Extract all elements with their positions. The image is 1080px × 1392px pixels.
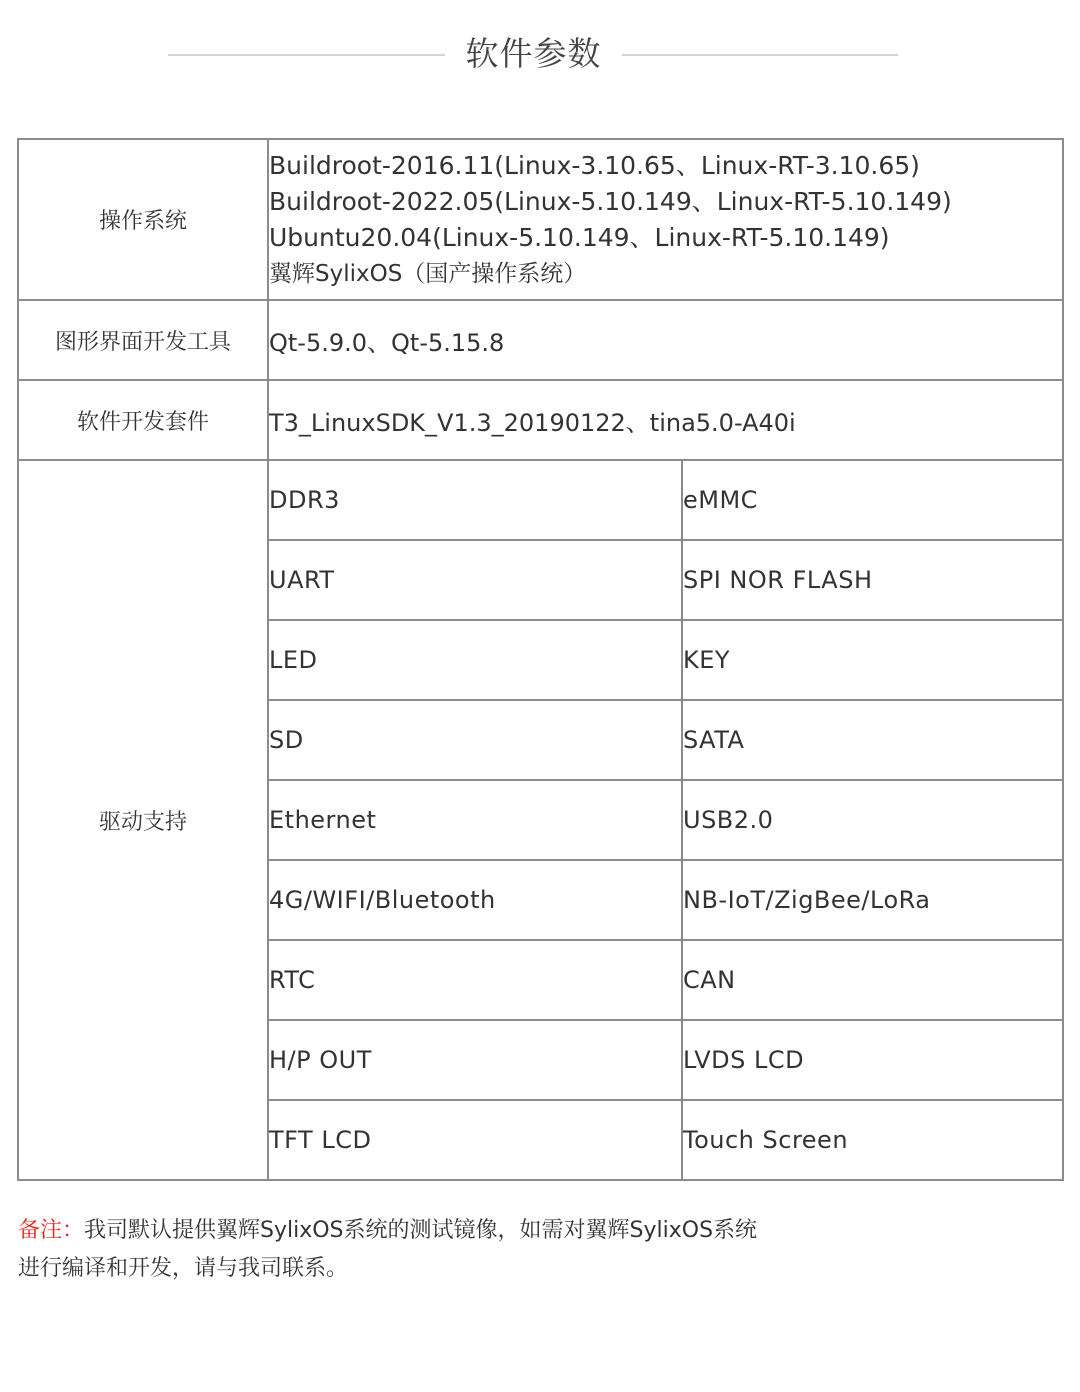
- driver-cell: SATA: [682, 700, 1063, 780]
- driver-cell: UART: [268, 540, 682, 620]
- os-item: 翼辉SylixOS（国产操作系统）: [269, 260, 587, 287]
- os-item: Buildroot-2016.11(Linux-3.10.65、Linux-RT-3.10.65): [269, 150, 920, 180]
- page-title: 软件参数: [465, 34, 602, 73]
- os-list: [268, 139, 1063, 300]
- row-label-gui: 图形界面开发工具: [18, 300, 268, 380]
- os-item: Ubuntu20.04(Linux-5.10.149、Linux-RT-5.10.149): [269, 222, 890, 252]
- row-value-sdk: T3_LinuxSDK_V1.3_20190122、tina5.0-A40i: [268, 380, 1063, 460]
- driver-cell: Touch Screen: [682, 1100, 1063, 1180]
- table-row-gui: [18, 300, 1063, 380]
- note-text-line2: 进行编译和开发，请与我司联系。: [18, 1256, 349, 1281]
- note-label: 备注：: [18, 1218, 85, 1243]
- driver-cell: SPI NOR FLASH: [682, 540, 1063, 620]
- note-text-line1: 我司默认提供翼辉SylixOS系统的测试镜像，如需对翼辉SylixOS系统: [84, 1218, 758, 1243]
- driver-cell: RTC: [268, 940, 682, 1020]
- row-label-sdk: 软件开发套件: [18, 380, 268, 460]
- header-divider-left: [168, 54, 445, 56]
- driver-cell: TFT LCD: [268, 1100, 682, 1180]
- driver-cell: LVDS LCD: [682, 1020, 1063, 1100]
- driver-cell: CAN: [682, 940, 1063, 1020]
- table-row-driver: [18, 460, 1063, 540]
- section-header: [0, 0, 1080, 110]
- driver-cell: LED: [268, 620, 682, 700]
- row-value-gui: Qt-5.9.0、Qt-5.15.8: [268, 300, 1063, 380]
- row-label-os: 操作系统: [18, 139, 268, 300]
- driver-cell: USB2.0: [682, 780, 1063, 860]
- driver-cell: eMMC: [682, 460, 1063, 540]
- table-row-sdk: [18, 380, 1063, 460]
- header-divider-right: [622, 54, 898, 56]
- table-row-os: [18, 139, 1063, 300]
- row-label-drivers: 驱动支持: [18, 460, 268, 1180]
- footnote: [18, 1212, 1058, 1288]
- os-item: Buildroot-2022.05(Linux-5.10.149、Linux-RT-5.10.149): [269, 186, 952, 216]
- driver-cell: SD: [268, 700, 682, 780]
- driver-cell: H/P OUT: [268, 1020, 682, 1100]
- driver-cell: DDR3: [268, 460, 682, 540]
- driver-cell: NB-IoT/ZigBee/LoRa: [682, 860, 1063, 940]
- driver-cell: KEY: [682, 620, 1063, 700]
- driver-cell: 4G/WIFI/Bluetooth: [268, 860, 682, 940]
- driver-cell: Ethernet: [268, 780, 682, 860]
- spec-table: [17, 138, 1064, 1181]
